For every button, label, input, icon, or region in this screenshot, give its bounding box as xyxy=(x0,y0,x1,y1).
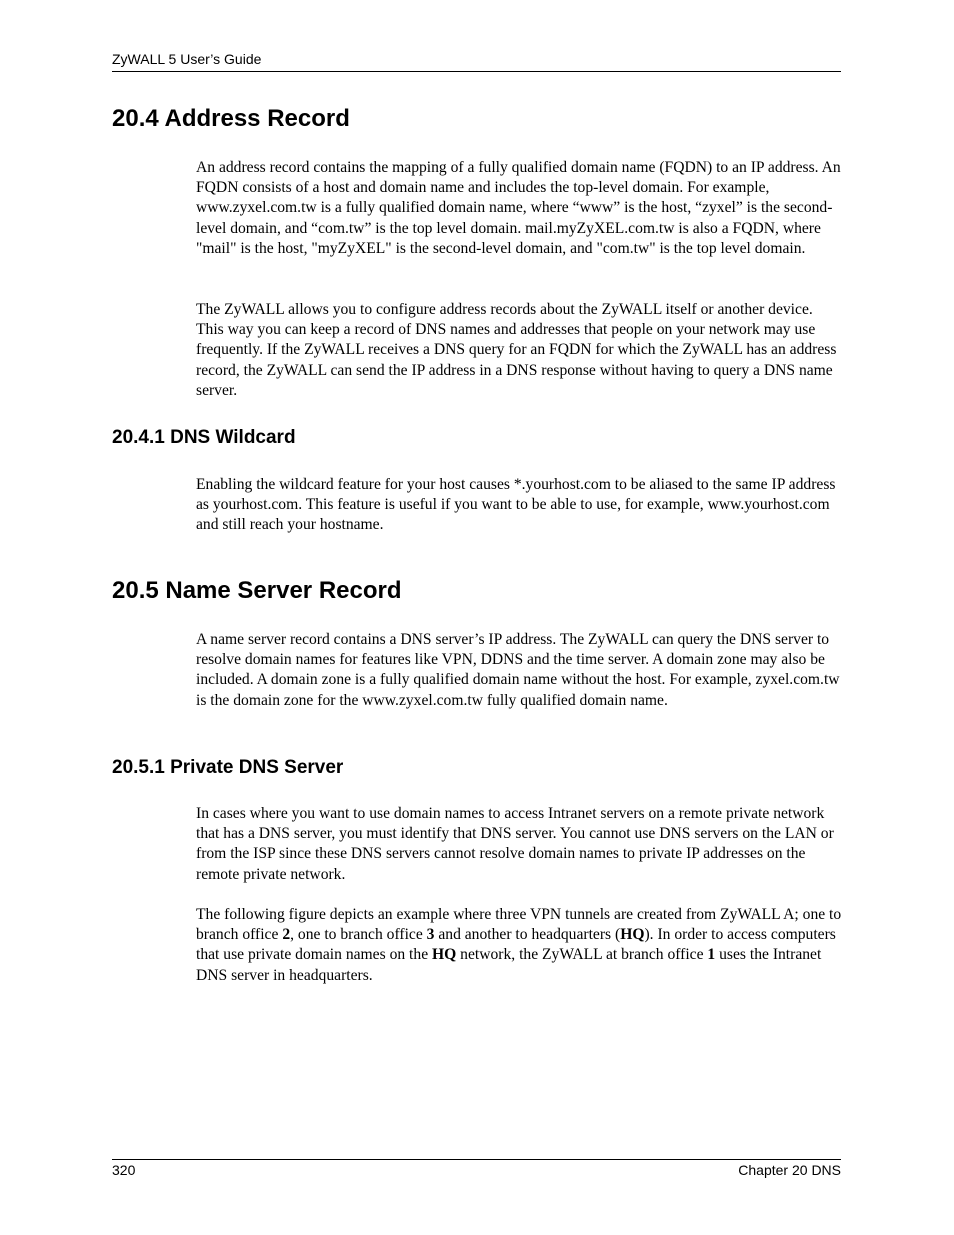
dns-wildcard-paragraph: Enabling the wildcard feature for your host causes *.yourhost.com to be aliased to the same IP address as yourhost.com. This feature is useful if you want to be able to use, for example, www.yourhost.com and still reach your hostname. xyxy=(196,476,836,534)
p2-text-2: , one to branch office xyxy=(290,926,427,944)
private-dns-paragraph-2 xyxy=(196,905,842,986)
address-record-paragraph-1: An address record contains the mapping of a fully qualified domain name (FQDN) to an IP address. An FQDN consists of a host and domain name and includes the top-level domain. For example, www.zyxel.com.tw is a fully qualified domain name, where “www” is the host, “zyxel” is the second-level domain, and “com.tw” is the top level domain. mail.myZyXEL.com.tw is also a FQDN, where "mail" is the host, "myZyXEL" is the second-level domain, and "com.tw" is the top level domain. xyxy=(196,159,841,257)
address-record-paragraph-2: The ZyWALL allows you to configure address records about the ZyWALL itself or another device. This way you can keep a record of DNS names and addresses that people on your network may use frequently. If the ZyWALL receives a DNS query for an FQDN for which the ZyWALL has an address record, the ZyWALL can send the IP address in a DNS response without having to query a DNS name server. xyxy=(196,301,837,399)
branch-office-2-label: 2 xyxy=(282,926,291,944)
section-heading-20-5: 20.5 Name Server Record xyxy=(112,577,402,604)
section-heading-20-4: 20.4 Address Record xyxy=(112,105,350,132)
branch-office-1-label: 1 xyxy=(707,946,716,964)
p2-text-1: The following figure depicts an example where three VPN tunnels are created from ZyWALL A; one to branch office xyxy=(196,906,842,944)
section-heading-20-4-1: 20.4.1 DNS Wildcard xyxy=(112,427,296,448)
header-rule xyxy=(112,71,841,72)
running-header-title: ZyWALL 5 User’s Guide xyxy=(112,51,262,67)
chapter-label: Chapter 20 DNS xyxy=(738,1162,841,1178)
p2-text-5: network, the ZyWALL at branch office xyxy=(456,946,708,964)
hq-label: HQ xyxy=(620,926,645,944)
hq-network-label: HQ xyxy=(432,946,457,964)
branch-office-3-label: 3 xyxy=(426,926,435,944)
private-dns-paragraph-1: In cases where you want to use domain names to access Intranet servers on a remote private network that has a DNS server, you must identify that DNS server. You cannot use DNS servers on the LAN or from the ISP since these DNS servers cannot resolve domain names to private IP addresses on the remote private network. xyxy=(196,805,834,883)
page-number: 320 xyxy=(112,1162,136,1178)
p2-text-3: and another to headquarters ( xyxy=(434,926,621,944)
section-heading-20-5-1: 20.5.1 Private DNS Server xyxy=(112,757,344,778)
name-server-record-paragraph: A name server record contains a DNS server’s IP address. The ZyWALL can query the DNS server to resolve domain names for features like VPN, DDNS and the time server. A domain zone may also be included. A domain zone is a fully qualified domain name without the host. For example, zyxel.com.tw is the domain zone for the www.zyxel.com.tw fully qualified domain name. xyxy=(196,631,840,709)
footer-rule xyxy=(112,1159,841,1160)
p2-text-6: uses the Intranet DNS server in headquarters. xyxy=(196,946,822,984)
p2-text-4: ). In order to access computers that use private domain names on the xyxy=(196,926,836,964)
